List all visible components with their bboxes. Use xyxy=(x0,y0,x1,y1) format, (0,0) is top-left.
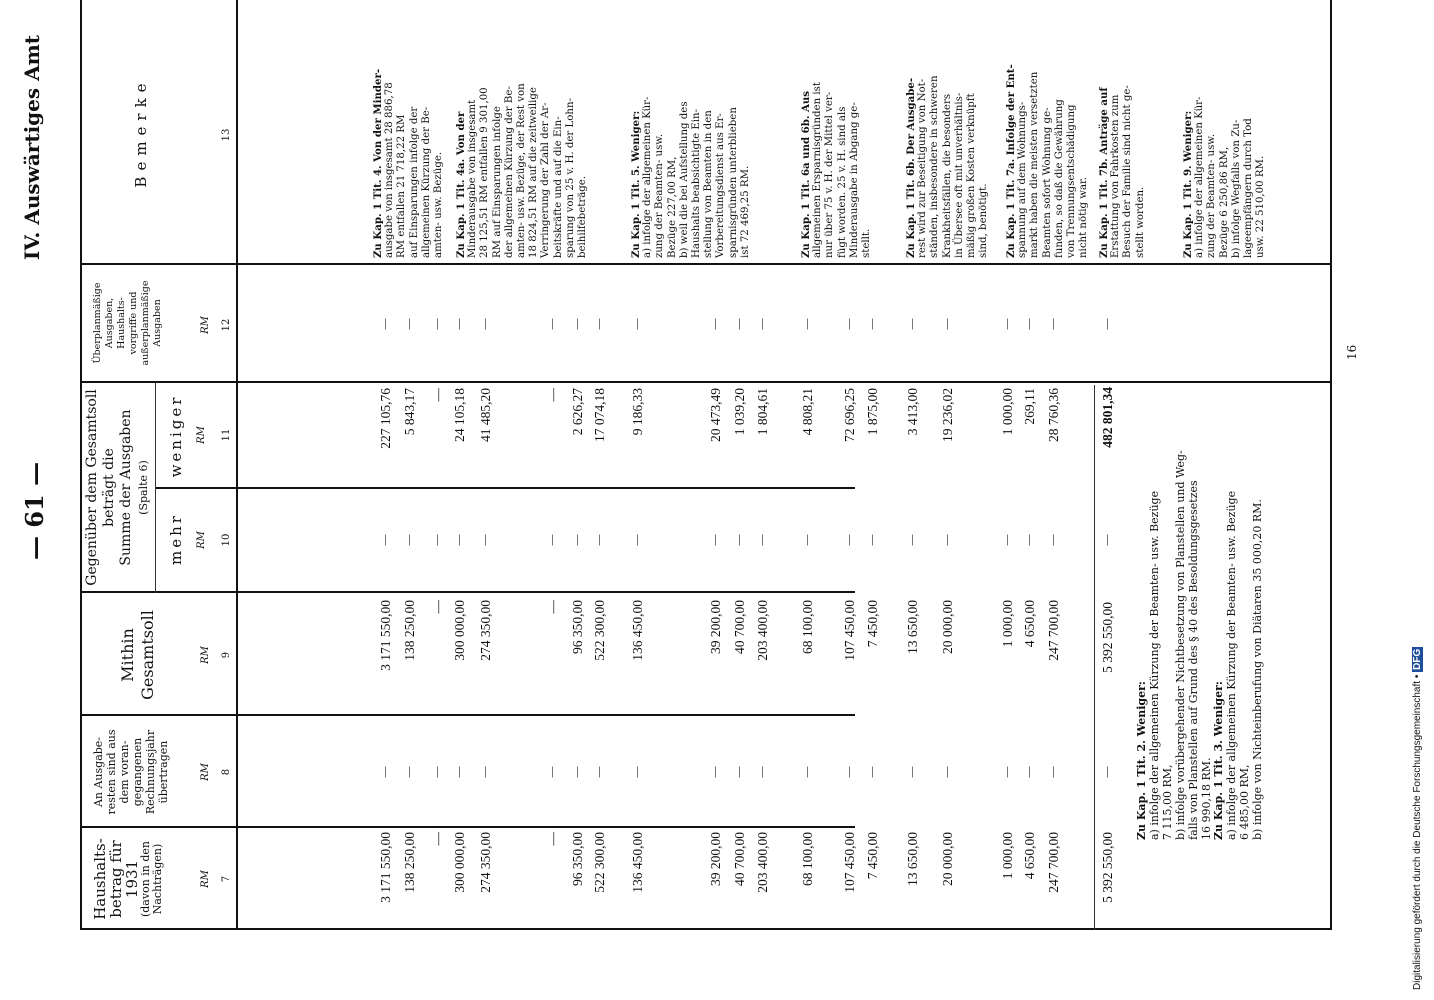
total-col9: 5 392 550,00 xyxy=(1100,602,1115,673)
col10-dash: — xyxy=(1022,534,1036,546)
col10-dash: — xyxy=(1000,534,1014,546)
col7-h-line5: Nachträgen) xyxy=(151,843,164,915)
remark-block xyxy=(905,8,990,258)
remark-line: RM auf Einsparungen infolge xyxy=(491,106,503,258)
header-bottom-rule xyxy=(236,0,238,930)
col12-unit: RM xyxy=(200,316,211,334)
col10-dash: — xyxy=(630,534,644,546)
col8-dash: — xyxy=(905,766,919,778)
footnote-block xyxy=(1212,491,1264,840)
col12-h-line6: Ausgaben xyxy=(152,299,163,347)
col10-dash: — xyxy=(378,534,392,546)
col8-dash: — xyxy=(755,766,769,778)
col12-dash: — xyxy=(1000,318,1014,330)
col12-h-line4: vorgriffe und xyxy=(128,291,139,355)
col7-value: 3 171 550,00 xyxy=(378,832,393,903)
col7-header xyxy=(92,834,164,924)
col7-value: 138 250,00 xyxy=(402,832,417,893)
col9-h-line2: Gesamtsoll xyxy=(138,610,157,700)
col7-value: 247 700,00 xyxy=(1046,832,1061,893)
col10-dash: — xyxy=(732,534,746,546)
col12-dash: — xyxy=(1046,318,1060,330)
col-separator-12-13 xyxy=(80,263,1330,265)
col12-dash: — xyxy=(1022,318,1036,330)
remark-line: Bezüge 6 250,86 RM, xyxy=(1218,146,1230,258)
colnum-12: 12 xyxy=(221,318,232,332)
col7-value: 274 350,00 xyxy=(478,832,493,893)
remark-line: lageempfängern durch Tod xyxy=(1243,118,1255,258)
col11-value: 1 875,00 xyxy=(865,388,880,436)
group-h-line2: beträgt die xyxy=(101,448,117,527)
col7-value: 1 000,00 xyxy=(1000,832,1015,880)
col7-value: 4 650,00 xyxy=(1022,832,1037,880)
remark-line: rest wird zur Beseitigung von Not- xyxy=(917,78,929,258)
col8-h-line5: Rechnungsjahr xyxy=(144,729,157,815)
col8-dash: — xyxy=(378,766,392,778)
group-h-line1: Gegenüber dem Gesamtsoll xyxy=(84,389,100,586)
col12-dash: — xyxy=(378,318,392,330)
col9-unit: RM xyxy=(200,646,211,664)
remark-line: Verringerung der Zahl der Ar- xyxy=(540,102,552,258)
remark-line: ausgabe von insgesamt 28 886,78 xyxy=(384,82,396,258)
col8-dash: — xyxy=(402,766,416,778)
col7-value: 300 000,00 xyxy=(452,832,467,893)
col9-value: 136 450,00 xyxy=(630,600,645,661)
col12-dash: — xyxy=(755,318,769,330)
footnote-line: 16 990,18 RM. xyxy=(1200,757,1213,840)
remark-line: 18 824,51 RM auf die zeitweilige xyxy=(528,87,540,258)
remark-line: Besuch der Familie sind nicht ge- xyxy=(1122,85,1134,258)
remark-block xyxy=(1005,8,1090,258)
col9-header xyxy=(118,600,158,710)
col9-value: 4 650,00 xyxy=(1022,600,1037,648)
remark-line: ist 72 469,25 RM. xyxy=(739,165,751,258)
col8-h-line4: gegangenen xyxy=(131,737,144,807)
footnote-line: 7 115,00 RM, xyxy=(1161,764,1174,840)
col10-dash: — xyxy=(1100,534,1114,546)
remark-line: Minderausgabe von insgesamt xyxy=(467,99,479,258)
col8-dash: — xyxy=(1046,766,1060,778)
footnote-line: a) infolge der allgemeinen Kürzung der Beamten- usw. Bezüge xyxy=(1225,490,1238,840)
remark-line: stellt. xyxy=(861,228,873,258)
col7-value: 203 400,00 xyxy=(755,832,770,893)
col7-value: 68 100,00 xyxy=(800,832,815,886)
col9-value: 522 300,00 xyxy=(592,600,607,661)
remark-line: sparung von 25 v. H. der Lohn- xyxy=(564,98,576,258)
col11-value: 5 843,17 xyxy=(402,388,417,436)
col10-dash: — xyxy=(708,534,722,546)
bottom-page-number: 16 xyxy=(1345,344,1359,360)
remark-block xyxy=(1098,8,1147,258)
col11-value: — xyxy=(545,388,560,402)
col7-value: 13 650,00 xyxy=(905,832,920,886)
col8-dash: — xyxy=(708,766,722,778)
col11-value: 24 105,18 xyxy=(452,388,467,442)
col9-value: 40 700,00 xyxy=(732,600,747,654)
col8-dash: — xyxy=(1000,766,1014,778)
col-separator-9-10 xyxy=(80,591,855,593)
col-separator-11-12 xyxy=(80,381,1330,383)
col8-dash: — xyxy=(1100,766,1114,778)
col7-h-line1: Haushalts- xyxy=(91,838,109,920)
section-title: IV. Auswärtiges Amt xyxy=(20,34,44,260)
col8-dash: — xyxy=(545,766,559,778)
col11-value: 19 236,02 xyxy=(940,388,955,442)
remark-line: a) infolge der allgemeinen Kür- xyxy=(642,96,654,258)
table-right-rule xyxy=(1330,0,1332,930)
col8-dash: — xyxy=(630,766,644,778)
col12-dash: — xyxy=(545,318,559,330)
col8-dash: — xyxy=(592,766,606,778)
remark-line: stellt worden. xyxy=(1134,186,1146,258)
total-col7: 5 392 550,00 xyxy=(1100,832,1115,903)
remark-line: allgemeinen Kürzung der Be- xyxy=(420,106,432,258)
remark-line: allgemeinen Ersparnisgründen ist xyxy=(812,82,824,258)
col9-value: 96 350,00 xyxy=(570,600,585,654)
remark-line: Zu Kap. 1 Tit. 5. Weniger: xyxy=(630,110,642,258)
col8-h-line2: resten sind aus xyxy=(105,729,118,815)
digitization-text: Digitalisierung gefördert durch die Deutsche Forschungsgemeinschaft • xyxy=(1412,674,1423,990)
col11-value: 41 485,20 xyxy=(478,388,493,442)
remark-line: RM entfallen 21 718,22 RM xyxy=(396,114,408,258)
col12-dash: — xyxy=(842,318,856,330)
remark-line: 28 125,51 RM entfallen 9 301,00 xyxy=(479,87,491,258)
remark-line: von Trennungsentschädigung xyxy=(1066,104,1078,258)
remark-line: beihilfebeträge. xyxy=(577,175,589,258)
col12-h-line3: Haushalts- xyxy=(116,297,127,349)
col10-dash: — xyxy=(940,534,954,546)
colnum-10: 10 xyxy=(221,533,232,547)
group-h-line4: (Spalte 6) xyxy=(137,460,150,515)
colnum-7: 7 xyxy=(221,875,232,883)
remark-line: zung der Beamten- usw. xyxy=(654,133,666,258)
col9-value: — xyxy=(430,600,445,614)
col9-value: — xyxy=(545,600,560,614)
col11-value: 1 000,00 xyxy=(1000,388,1015,436)
remark-block xyxy=(372,8,445,258)
col11-value: 269,11 xyxy=(1022,388,1037,425)
remark-line: Minderausgabe in Abgang ge- xyxy=(848,102,860,258)
col11-value: 28 760,36 xyxy=(1046,388,1061,442)
col11-header: weniger xyxy=(167,394,185,478)
col11-value: 227 105,76 xyxy=(378,388,393,449)
remark-line: Zu Kap. 1 Tit. 6a und 6b. Aus xyxy=(800,90,812,258)
footnote-line: Zu Kap. 1 Tit. 2. Weniger: xyxy=(1135,681,1148,840)
remark-line: Zu Kap. 1 Tit. 4a. Von der xyxy=(455,111,467,258)
col12-dash: — xyxy=(452,318,466,330)
remark-line: stellung von Beamten in den xyxy=(703,110,715,258)
colnum-11: 11 xyxy=(221,428,232,442)
group-header xyxy=(84,385,152,590)
col9-value: 3 171 550,00 xyxy=(378,600,393,671)
col9-value: 68 100,00 xyxy=(800,600,815,654)
col10-dash: — xyxy=(402,534,416,546)
remark-line: Zu Kap. 1 Tit. 7b. Anträge auf xyxy=(1098,87,1110,258)
remark-block xyxy=(630,8,752,258)
col7-h-line2: betrag für xyxy=(107,840,125,918)
remark-line: a) infolge der allgemeinen Kür- xyxy=(1194,96,1206,258)
col9-value: 138 250,00 xyxy=(402,600,417,661)
col9-value: 1 000,00 xyxy=(1000,600,1015,648)
col8-dash: — xyxy=(452,766,466,778)
col11-value: 1 804,61 xyxy=(755,388,770,436)
footnote-block xyxy=(1135,450,1213,840)
remark-block xyxy=(455,8,589,258)
col10-dash: — xyxy=(545,534,559,546)
remark-line: Beamten sofort Wohnung ge- xyxy=(1041,107,1053,258)
col8-dash: — xyxy=(1022,766,1036,778)
col7-value: 40 700,00 xyxy=(732,832,747,886)
remark-line: Zu Kap. 1 Tit. 6b. Der Ausgabe- xyxy=(905,77,917,258)
col10-header: mehr xyxy=(167,513,185,565)
col11-value: 17 074,18 xyxy=(592,388,607,442)
remark-line: nur über 75 v. H. der Mittel ver- xyxy=(824,91,836,258)
col7-unit: RM xyxy=(200,870,211,888)
col7-h-line4: (davon in den xyxy=(139,840,152,918)
col9-value: 107 450,00 xyxy=(842,600,857,661)
remark-line: der allgemeinen Kürzung der Be- xyxy=(503,86,515,258)
col9-value: 20 000,00 xyxy=(940,600,955,654)
col8-dash: — xyxy=(940,766,954,778)
remark-line: mäßig großen Kosten verknüpft xyxy=(966,93,978,258)
col12-dash: — xyxy=(430,318,444,330)
col-separator-10-11 xyxy=(155,487,855,489)
col7-value: 20 000,00 xyxy=(940,832,955,886)
col12-dash: — xyxy=(732,318,746,330)
col12-dash: — xyxy=(478,318,492,330)
remark-line: Vorbereitungsdienst aus Er- xyxy=(715,113,727,258)
total-col11: 482 801,34 xyxy=(1100,387,1115,448)
remark-line: in Übersee oft mit unverhältnis- xyxy=(953,92,965,258)
col7-value: — xyxy=(430,832,445,846)
col8-unit: RM xyxy=(200,763,211,781)
remark-line: usw. 22 510,00 RM. xyxy=(1255,155,1267,258)
col8-dash: — xyxy=(800,766,814,778)
col8-h-line3: dem voran- xyxy=(118,740,131,804)
remark-line: amten- usw. Bezüge. xyxy=(433,151,445,258)
remark-line: markt haben die meisten versetzten xyxy=(1029,71,1041,258)
col11-value: — xyxy=(430,388,445,402)
col11-value: 3 413,00 xyxy=(905,388,920,436)
remark-line: Zu Kap. 1 Tit. 9. Weniger: xyxy=(1182,110,1194,258)
col8-dash: — xyxy=(570,766,584,778)
col12-h-line1: Überplanmäßige xyxy=(92,282,103,364)
col10-dash: — xyxy=(755,534,769,546)
col11-value: 20 473,49 xyxy=(708,388,723,442)
col12-dash: — xyxy=(800,318,814,330)
remark-line: Krankheitsfällen, die besonders xyxy=(941,93,953,258)
remark-line: beitskräfte und auf die Ein- xyxy=(552,116,564,258)
remark-line: zung der Beamten- usw. xyxy=(1206,133,1218,258)
col-separator-7-8 xyxy=(80,826,855,828)
total-rule xyxy=(1094,385,1095,930)
col8-dash: — xyxy=(478,766,492,778)
remark-line: Erstattung von Fahrkosten zum xyxy=(1110,94,1122,258)
col7-value: 107 450,00 xyxy=(842,832,857,893)
col10-dash: — xyxy=(905,534,919,546)
remark-line: spannung auf dem Wohnungs- xyxy=(1017,101,1029,258)
group-h-line3: Summe der Ausgaben xyxy=(118,409,134,566)
dfg-logo: DFG xyxy=(1412,648,1423,670)
col12-dash: — xyxy=(708,318,722,330)
remark-line: ständen, insbesondere in schweren xyxy=(929,75,941,258)
remark-line: b) weil die bei Aufstellung des xyxy=(678,101,690,258)
col12-h-line2: Ausgaben, xyxy=(104,297,115,349)
col7-value: 522 300,00 xyxy=(592,832,607,893)
page-number: — 61 — xyxy=(20,461,49,560)
remark-line: fügt worden. 25 v. H. sind als xyxy=(836,106,848,258)
col8-h-line1: An Ausgabe- xyxy=(92,736,105,808)
col12-dash: — xyxy=(592,318,606,330)
col10-dash: — xyxy=(865,534,879,546)
col9-value: 39 200,00 xyxy=(708,600,723,654)
remark-line: b) infolge Wegfalls von Zu- xyxy=(1230,119,1242,258)
col12-dash: — xyxy=(865,318,879,330)
col10-dash: — xyxy=(592,534,606,546)
col10-dash: — xyxy=(1046,534,1060,546)
col8-h-line6: übertragen xyxy=(157,740,170,804)
col8-dash: — xyxy=(732,766,746,778)
col12-dash: — xyxy=(905,318,919,330)
col10-dash: — xyxy=(430,534,444,546)
col8-dash: — xyxy=(842,766,856,778)
col7-value: 39 200,00 xyxy=(708,832,723,886)
col7-value: 136 450,00 xyxy=(630,832,645,893)
remark-block xyxy=(1182,8,1267,258)
table-top-rule xyxy=(80,0,82,930)
remark-line: sparnisgründen unterblieben xyxy=(727,107,739,258)
col9-value: 300 000,00 xyxy=(452,600,467,661)
col13-header: Bemerke xyxy=(132,77,150,188)
col10-dash: — xyxy=(800,534,814,546)
remark-line: Bezüge 227,00 RM, xyxy=(666,156,678,258)
col8-dash: — xyxy=(865,766,879,778)
col9-h-line1: Mithin xyxy=(118,628,137,682)
col8-header xyxy=(92,722,170,822)
col12-h-line5: außerplanmäßige xyxy=(140,280,151,366)
col11-value: 2 626,27 xyxy=(570,388,585,436)
remark-line: nicht nötig war. xyxy=(1078,176,1090,258)
col12-dash: — xyxy=(630,318,644,330)
col10-dash: — xyxy=(478,534,492,546)
col9-value: 13 650,00 xyxy=(905,600,920,654)
col12-dash: — xyxy=(940,318,954,330)
col9-value: 247 700,00 xyxy=(1046,600,1061,661)
col9-value: 203 400,00 xyxy=(755,600,770,661)
col7-value: 7 450,00 xyxy=(865,832,880,880)
footnote-line: 6 485,00 RM, xyxy=(1238,764,1251,840)
remark-line: sind, benötigt. xyxy=(978,183,990,258)
col12-dash: — xyxy=(402,318,416,330)
col8-dash: — xyxy=(430,766,444,778)
remark-line: Zu Kap. 1 Tit. 7a. Infolge der Ent- xyxy=(1005,64,1017,258)
remark-line: funden, so daß die Gewährung xyxy=(1053,99,1065,258)
footnote-line: falls von Planstellen auf Grund des § 40 des Besoldungsgesetzes xyxy=(1187,480,1200,840)
col10-unit: RM xyxy=(196,531,207,549)
col12-header xyxy=(92,268,164,378)
col10-dash: — xyxy=(842,534,856,546)
col11-value: 9 186,33 xyxy=(630,388,645,436)
col11-value: 72 696,25 xyxy=(842,388,857,442)
remark-line: Zu Kap. 1 Tit. 4. Von der Minder- xyxy=(372,68,384,258)
colnum-8: 8 xyxy=(221,768,232,776)
col10-dash: — xyxy=(452,534,466,546)
colnum-9: 9 xyxy=(221,651,232,659)
col7-value: 96 350,00 xyxy=(570,832,585,886)
footnote-line: b) infolge von Nichteinberufung von Diätaren 35 000,20 RM. xyxy=(1251,499,1264,840)
col10-dash: — xyxy=(570,534,584,546)
col9-value: 7 450,00 xyxy=(865,600,880,648)
col11-value: 1 039,20 xyxy=(732,388,747,436)
col11-unit: RM xyxy=(196,426,207,444)
col12-dash: — xyxy=(570,318,584,330)
col7-h-line3: 1931 xyxy=(123,859,141,899)
remark-line: Haushalts beabsichtigte Ein- xyxy=(691,108,703,258)
group-header-split xyxy=(155,383,156,593)
col11-value: 4 808,21 xyxy=(800,388,815,436)
colnum-13: 13 xyxy=(221,128,232,142)
footnote-line: Zu Kap. 1 Tit. 3. Weniger: xyxy=(1212,681,1225,840)
col7-value: — xyxy=(545,832,560,846)
table-left-edge xyxy=(80,928,1330,930)
remark-line: auf Einsparungen infolge der xyxy=(408,106,420,258)
col9-value: 274 350,00 xyxy=(478,600,493,661)
col12-dash: — xyxy=(1100,318,1114,330)
remark-line: amten- usw. Bezüge, der Rest von xyxy=(516,83,528,258)
footnote-line: b) infolge vorübergehender Nichtbesetzung von Planstellen und Weg- xyxy=(1174,450,1187,840)
footnote-line: a) infolge der allgemeinen Kürzung der Beamten- usw. Bezüge xyxy=(1148,490,1161,840)
remark-block xyxy=(800,8,873,258)
